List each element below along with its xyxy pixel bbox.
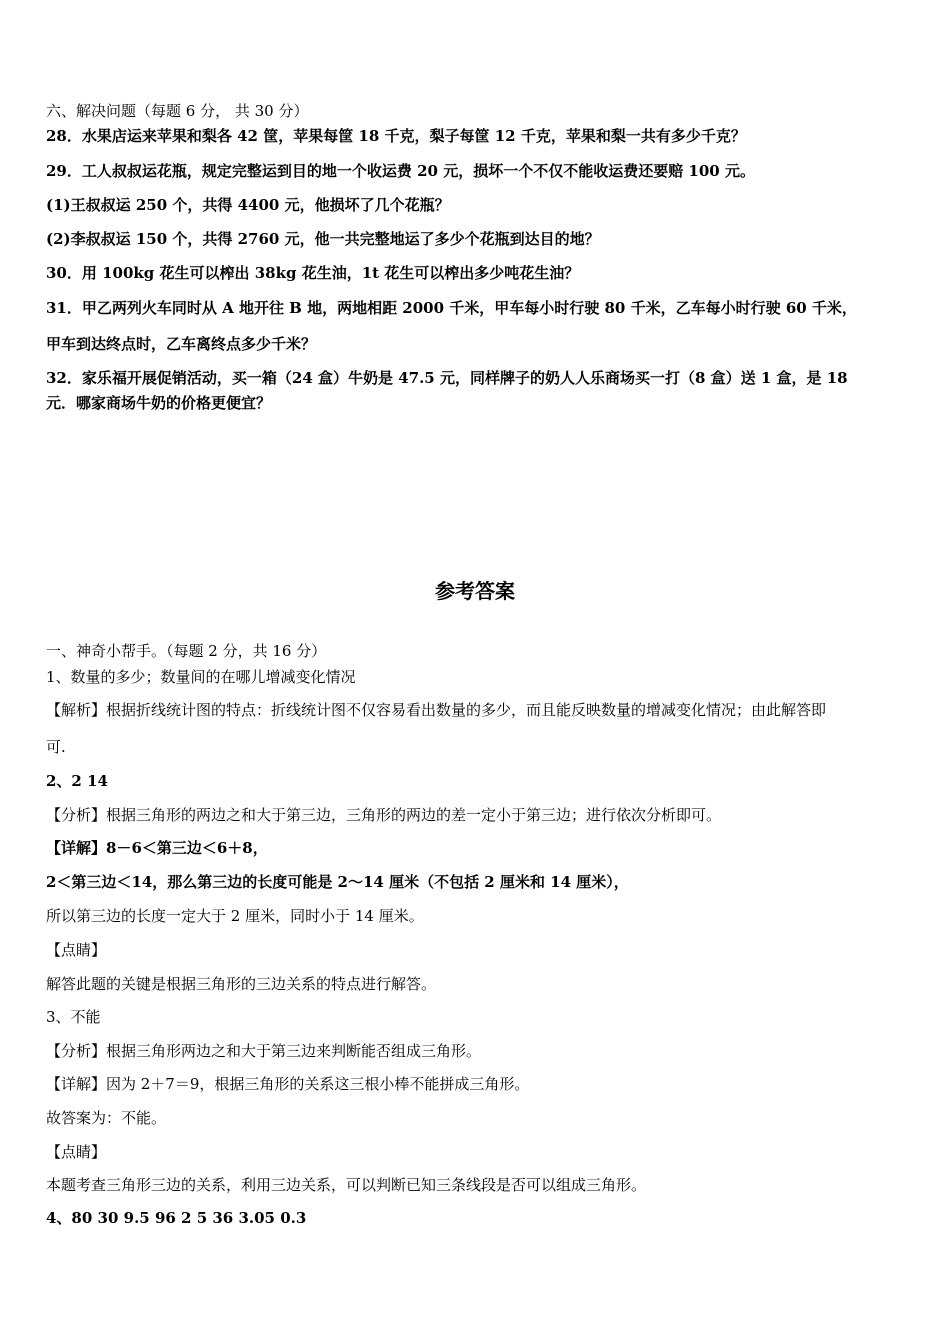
answer-3-detail: 【详解】因为 2＋7＝9，根据三角形的关系这三根小棒不能拼成三角形。 (46, 1075, 530, 1093)
question-32-line-2: 元．哪家商场牛奶的价格更便宜？ (46, 394, 272, 412)
answer-3-key-point-label: 【点睛】 (46, 1143, 107, 1161)
question-29-part-1: (1)王叔叔运 250 个，共得 4400 元，他损坏了几个花瓶？ (46, 196, 450, 214)
question-31-line-2: 甲车到达终点时，乙车离终点多少千米？ (46, 335, 317, 353)
question-32-line-1: 32．家乐福开展促销活动，买一箱（24 盒）牛奶是 47.5 元，同样牌子的奶人人乐商场买一打（8 盒）送 1 盒，是 18 (46, 369, 848, 387)
answers-section-heading: 一、神奇小帮手。（每题 2 分，共 16 分） (46, 642, 327, 660)
question-28: 28．水果店运来苹果和梨各 42 筐，苹果每筐 18 千克，梨子每筐 12 千克，苹果和梨一共有多少千克？ (46, 127, 746, 145)
answer-3-analysis: 【分析】根据三角形两边之和大于第三边来判断能否组成三角形。 (46, 1042, 482, 1060)
question-30: 30．用 100kg 花生可以榨出 38kg 花生油，1t 花生可以榨出多少吨花生油？ (46, 264, 580, 282)
section-heading-problems: 六、解决问题（每题 6 分， 共 30 分） (46, 102, 309, 120)
answer-1: 1、数量的多少；数量间的在哪儿增减变化情况 (46, 668, 356, 686)
answer-1-analysis-line-2: 可. (46, 738, 66, 756)
answer-3-conclusion: 故答案为：不能。 (46, 1109, 167, 1127)
answer-2-detail-line-3: 所以第三边的长度一定大于 2 厘米，同时小于 14 厘米。 (46, 907, 424, 925)
answer-3-key-point: 本题考查三角形三边的关系，利用三边关系，可以判断已知三条线段是否可以组成三角形。 (46, 1176, 647, 1194)
answer-3: 3、不能 (46, 1008, 101, 1026)
answer-1-analysis-line-1: 【解析】根据折线统计图的特点：折线统计图不仅容易看出数量的多少，而且能反映数量的增减变化情况；由此解答即 (46, 701, 827, 719)
answers-title: 参考答案 (435, 579, 515, 603)
answer-2-key-point: 解答此题的关键是根据三角形的三边关系的特点进行解答。 (46, 975, 437, 993)
answer-4: 4、80 30 9.5 96 2 5 36 3.05 0.3 (46, 1209, 307, 1227)
answer-2-detail: 【详解】8－6＜第三边＜6＋8， (46, 839, 268, 857)
question-31-line-1: 31．甲乙两列火车同时从 A 地开往 B 地，两地相距 2000 千米，甲车每小时行驶 80 千米，乙车每小时行驶 60 千米， (46, 299, 857, 317)
question-29: 29．工人叔叔运花瓶，规定完整运到目的地一个收运费 20 元，损坏一个不仅不能收运费还要赔 100 元。 (46, 162, 755, 180)
answer-2-analysis: 【分析】根据三角形的两边之和大于第三边，三角形的两边的差一定小于第三边；进行依次分析即可。 (46, 806, 722, 824)
question-29-part-2: (2)李叔叔运 150 个，共得 2760 元，他一共完整地运了多少个花瓶到达目的地？ (46, 230, 600, 248)
answer-2-detail-line-2: 2＜第三边＜14，那么第三边的长度可能是 2～14 厘米（不包括 2 厘米和 14 厘米）， (46, 873, 629, 891)
answer-2: 2、2 14 (46, 772, 108, 790)
answer-2-key-point-label: 【点睛】 (46, 941, 107, 959)
